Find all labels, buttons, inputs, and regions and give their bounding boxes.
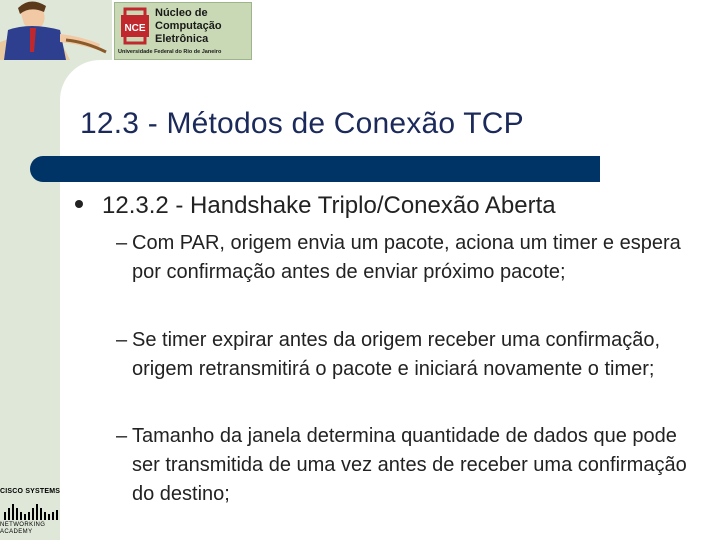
- academy-line-2: ACADEMY: [0, 529, 33, 535]
- cisco-systems-label: CISCO SYSTEMS: [0, 488, 61, 495]
- svg-text:NCE: NCE: [124, 23, 146, 34]
- logo-university: Universidade Federal do Rio de Janeiro: [118, 49, 222, 55]
- left-frame: [0, 0, 60, 540]
- nce-logo: [114, 2, 252, 60]
- logo-line-1: Núcleo de: [155, 7, 208, 19]
- sub-dash-2: –: [116, 329, 128, 351]
- bullet-text: 12.3.2 - Handshake Triplo/Conexão Aberta: [102, 192, 556, 219]
- cisco-bridge-icon: [2, 500, 62, 520]
- sub-dash-3: –: [116, 425, 128, 447]
- nce-emblem-icon: [119, 7, 151, 45]
- logo-line-2: Computação: [155, 20, 222, 32]
- bullet-dot-icon: [75, 200, 83, 208]
- title-underline-bar: [30, 156, 600, 182]
- academy-line-1: NETWORKING: [0, 522, 46, 528]
- sub-item-3: Tamanho da janela determina quantidade de dados que pode ser transmitida de uma vez antes de receber uma confirmação do destino;: [132, 425, 687, 505]
- networking-academy-label: [0, 522, 45, 536]
- sub-item-1: Com PAR, origem envia um pacote, aciona um timer e espera por confirmação antes de enviar próximo pacote;: [132, 232, 681, 283]
- logo-line-3: Eletrônica: [155, 33, 209, 45]
- slide-title: 12.3 - Métodos de Conexão TCP: [80, 107, 524, 140]
- sub-item-2: Se timer expirar antes da origem receber uma confirmação, origem retransmitirá o pacote e iniciará novamente o timer;: [132, 329, 661, 380]
- sub-dash-1: –: [116, 232, 128, 254]
- businessman-illustration: [0, 0, 112, 60]
